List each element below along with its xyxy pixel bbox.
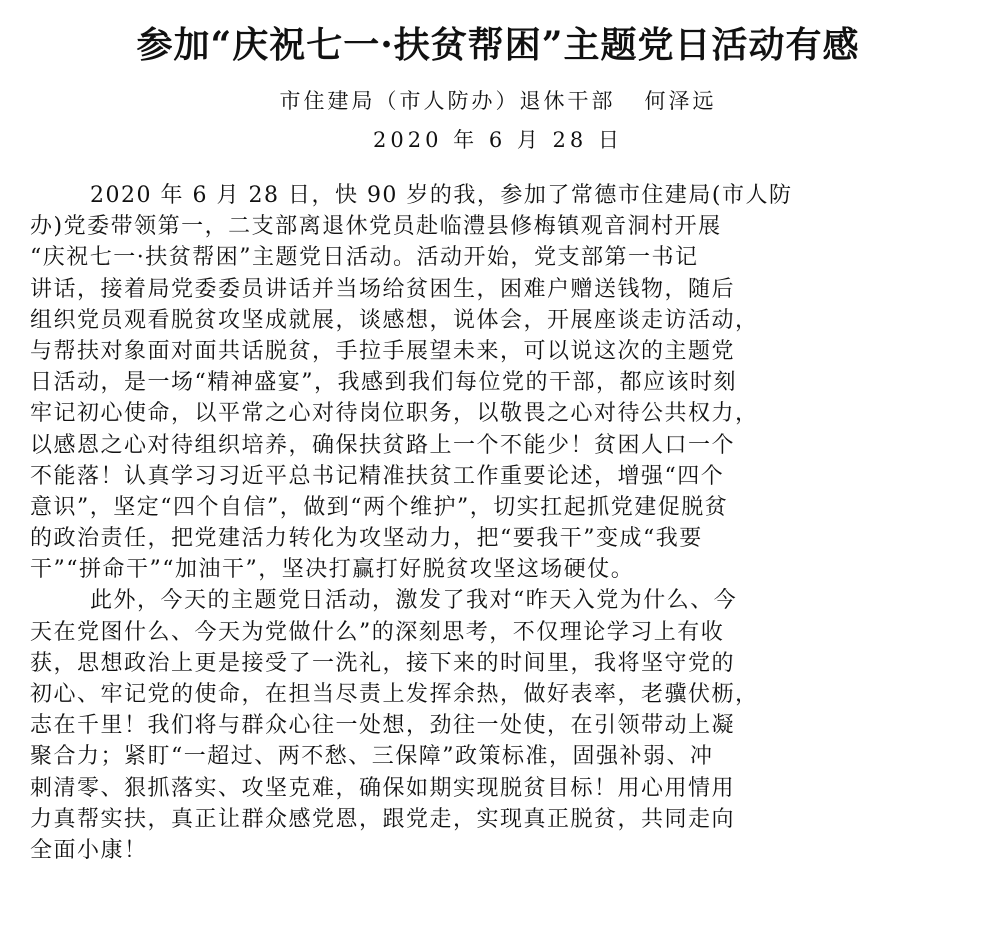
date-line: 2020 年 6 月 28 日 xyxy=(373,128,623,152)
text-line: 2020 年 6 月 28 日，快 90 岁的我，参加了常德市住建局(市人防 xyxy=(90,183,793,208)
text-line: 牢记初心使命，以平常之心对待岗位职务，以敬畏之心对待公共权力， xyxy=(30,401,759,427)
article-title: 参加“庆祝七一·扶贫帮困”主题党日活动有感 xyxy=(136,24,860,66)
author-line: 市住建局（市人防办）退休干部 何泽远 xyxy=(279,89,717,113)
article-body xyxy=(30,180,960,866)
text-line: “庆祝七一·扶贫帮困”主题党日活动。活动开始，党支部第一书记 xyxy=(30,245,699,271)
text-line: 志在千里！我们将与群众心往一处想，劲往一处使，在引领带动上凝 xyxy=(30,713,736,739)
text-line: 办)党委带领第一，二支部离退休党员赴临澧县修梅镇观音洞村开展 xyxy=(30,214,722,240)
paragraph-2 xyxy=(30,585,960,866)
paragraph-1 xyxy=(30,180,960,585)
text-line: 组织党员观看脱贫攻坚成就展，谈感想，说体会，开展座谈走访活动， xyxy=(30,307,759,333)
text-line: 干”“拼命干”“加油干”，坚决打赢打好脱贫攻坚这场硬仗。 xyxy=(30,557,635,583)
text-line: 不能落！认真学习习近平总书记精准扶贫工作重要论述，增强“四个 xyxy=(30,463,725,489)
text-line: 全面小康！ xyxy=(30,837,148,863)
text-line: 刺清零、狠抓落实、攻坚克难，确保如期实现脱贫目标！用心用情用 xyxy=(30,775,736,801)
text-line: 获，思想政治上更是接受了一洗礼，接下来的时间里，我将坚守党的 xyxy=(30,650,736,676)
text-line: 的政治责任，把党建活力转化为攻坚动力，把“要我干”变成“我要 xyxy=(30,526,703,552)
text-line: 讲话，接着局党委委员讲话并当场给贫困生，困难户赠送钱物，随后 xyxy=(30,276,736,302)
text-line: 意识”，坚定“四个自信”，做到“两个维护”，切实扛起抓党建促脱贫 xyxy=(30,494,729,520)
text-line: 与帮扶对象面对面共话脱贫，手拉手展望未来，可以说这次的主题党 xyxy=(30,338,736,364)
text-line: 力真帮实扶，真正让群众感党恩，跟党走，实现真正脱贫，共同走向 xyxy=(30,806,736,832)
text-line: 日活动，是一场“精神盛宴”，我感到我们每位党的干部，都应该时刻 xyxy=(30,370,737,396)
text-line: 天在党图什么、今天为党做什么”的深刻思考，不仅理论学习上有收 xyxy=(30,619,725,645)
text-line: 聚合力；紧盯“一超过、两不愁、三保障”政策标准，固强补弱、冲 xyxy=(30,744,714,770)
text-line: 初心、牢记党的使命，在担当尽责上发挥余热，做好表率，老骥伏枥， xyxy=(30,682,759,707)
text-line: 此外，今天的主题党日活动，激发了我对“昨天入党为什么、今 xyxy=(90,588,738,614)
text-line: 以感恩之心对待组织培养，确保扶贫路上一个不能少！贫困人口一个 xyxy=(30,432,736,458)
